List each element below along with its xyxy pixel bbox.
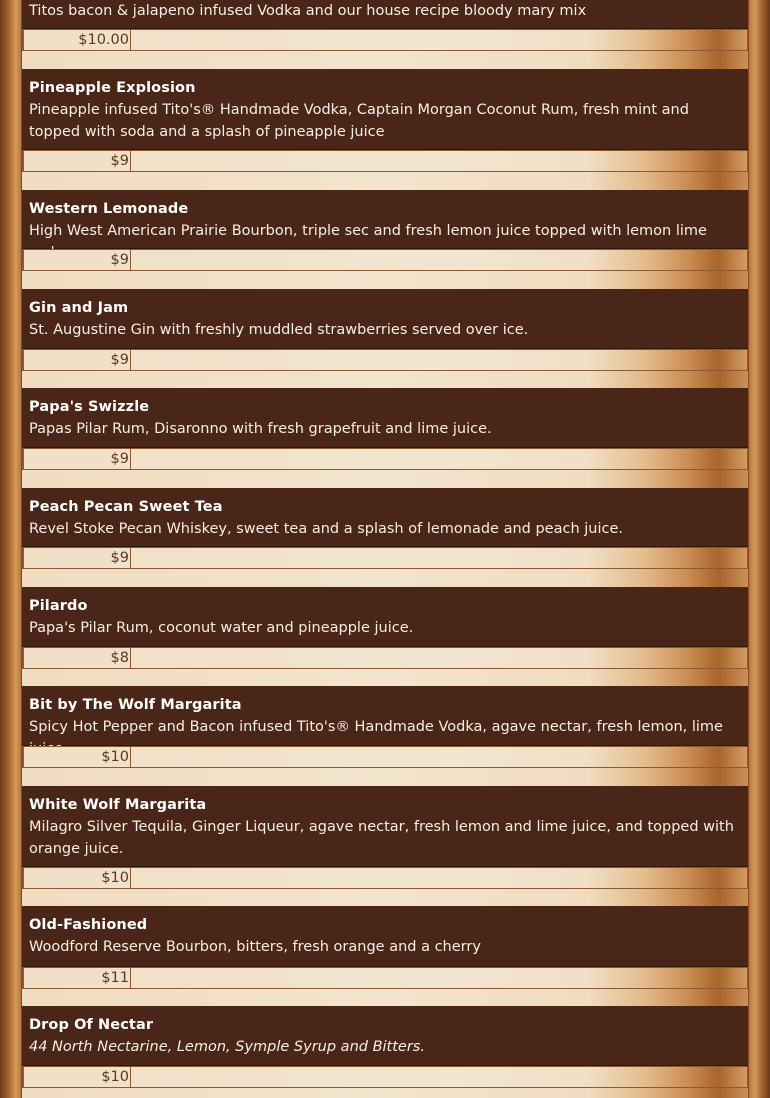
price-row <box>22 1066 748 1088</box>
price-row <box>22 647 748 669</box>
menu-item-description: Spicy Hot Pepper and Bacon infused Tito's® Handmade Vodka, agave nectar, fresh lemon, lime <box>29 719 723 735</box>
price-row <box>22 967 748 989</box>
menu-item-price: $8 <box>23 647 131 669</box>
price-row <box>22 349 748 371</box>
menu-item-name: Western Lemonade <box>29 201 189 217</box>
menu-item-description: Revel Stoke Pecan Whiskey, sweet tea and a splash of lemonade and peach juice. <box>29 521 623 537</box>
menu-item-header <box>22 0 748 29</box>
menu-item-header <box>22 906 748 967</box>
menu-item <box>22 190 748 271</box>
menu-item-description: High West American Prairie Bourbon, triple sec and fresh lemon juice topped with lemon lime <box>29 223 707 239</box>
menu-item-price: $11 <box>23 967 131 989</box>
menu-item-price: $9 <box>23 547 131 569</box>
menu-item-header <box>22 289 748 349</box>
menu-item-description: St. Augustine Gin with freshly muddled strawberries served over ice. <box>29 322 529 338</box>
menu-item-name: White Wolf Margarita <box>29 797 207 813</box>
menu-item <box>22 0 748 51</box>
menu-item-name: Pineapple Explosion <box>29 80 196 96</box>
menu-item-description: Woodford Reserve Bourbon, bitters, fresh orange and a cherry <box>29 939 481 955</box>
menu-item <box>22 1006 748 1088</box>
menu-item-price: $9 <box>23 150 131 172</box>
price-row <box>22 448 748 470</box>
menu-item-name: Papa's Swizzle <box>29 399 150 415</box>
menu-item-name: Pilardo <box>29 598 88 614</box>
menu-item-name: Peach Pecan Sweet Tea <box>29 499 223 515</box>
price-row <box>22 150 748 172</box>
menu-item-header <box>22 190 748 249</box>
menu-item-description: 44 North Nectarine, Lemon, Symple Syrup and Bitters. <box>29 1039 425 1055</box>
menu-item-header <box>22 69 748 150</box>
menu-item-header <box>22 1006 748 1066</box>
menu-item-header <box>22 587 748 647</box>
menu-item-header <box>22 786 748 867</box>
menu-item <box>22 587 748 669</box>
menu-item-description: Milagro Silver Tequila, Ginger Liqueur, agave nectar, fresh lemon and lime juice, and topped with orange juice. <box>29 819 734 857</box>
menu-item-name: Gin and Jam <box>29 300 129 316</box>
menu-item-description: Pineapple infused Tito's® Handmade Vodka, Captain Morgan Coconut Rum, fresh mint and topped with soda and a splash of pineapple juice <box>29 102 689 140</box>
menu-item-price: $9 <box>23 249 131 271</box>
menu-item-price: $10.00 <box>23 29 131 51</box>
menu-item <box>22 488 748 569</box>
price-row <box>22 29 748 51</box>
menu-item-name: Drop Of Nectar <box>29 1017 154 1033</box>
menu-item-header <box>22 686 748 746</box>
menu-item-price: $9 <box>23 448 131 470</box>
price-row <box>22 867 748 889</box>
menu-item-description: Papas Pilar Rum, Disaronno with fresh grapefruit and lime juice. <box>29 421 492 437</box>
menu-item <box>22 686 748 768</box>
menu-item-name: Bit by The Wolf Margarita <box>29 697 242 713</box>
price-row <box>22 746 748 768</box>
menu-item <box>22 388 748 470</box>
menu-item-header <box>22 388 748 448</box>
menu-item <box>22 69 748 172</box>
menu-item <box>22 906 748 989</box>
price-row <box>22 249 748 271</box>
menu-item <box>22 786 748 889</box>
menu-item <box>22 289 748 371</box>
price-row <box>22 547 748 569</box>
menu-item-price: $10 <box>23 1066 131 1088</box>
menu-item-header <box>22 488 748 547</box>
menu-item-description: Papa's Pilar Rum, coconut water and pineapple juice. <box>29 620 414 636</box>
menu-item-price: $10 <box>23 746 131 768</box>
menu-item-price: $10 <box>23 867 131 889</box>
menu-item-price: $9 <box>23 349 131 371</box>
menu-item-description: Titos bacon & jalapeno infused Vodka and our house recipe bloody mary mix <box>29 3 587 19</box>
menu-item-name: Old-Fashioned <box>29 917 148 933</box>
